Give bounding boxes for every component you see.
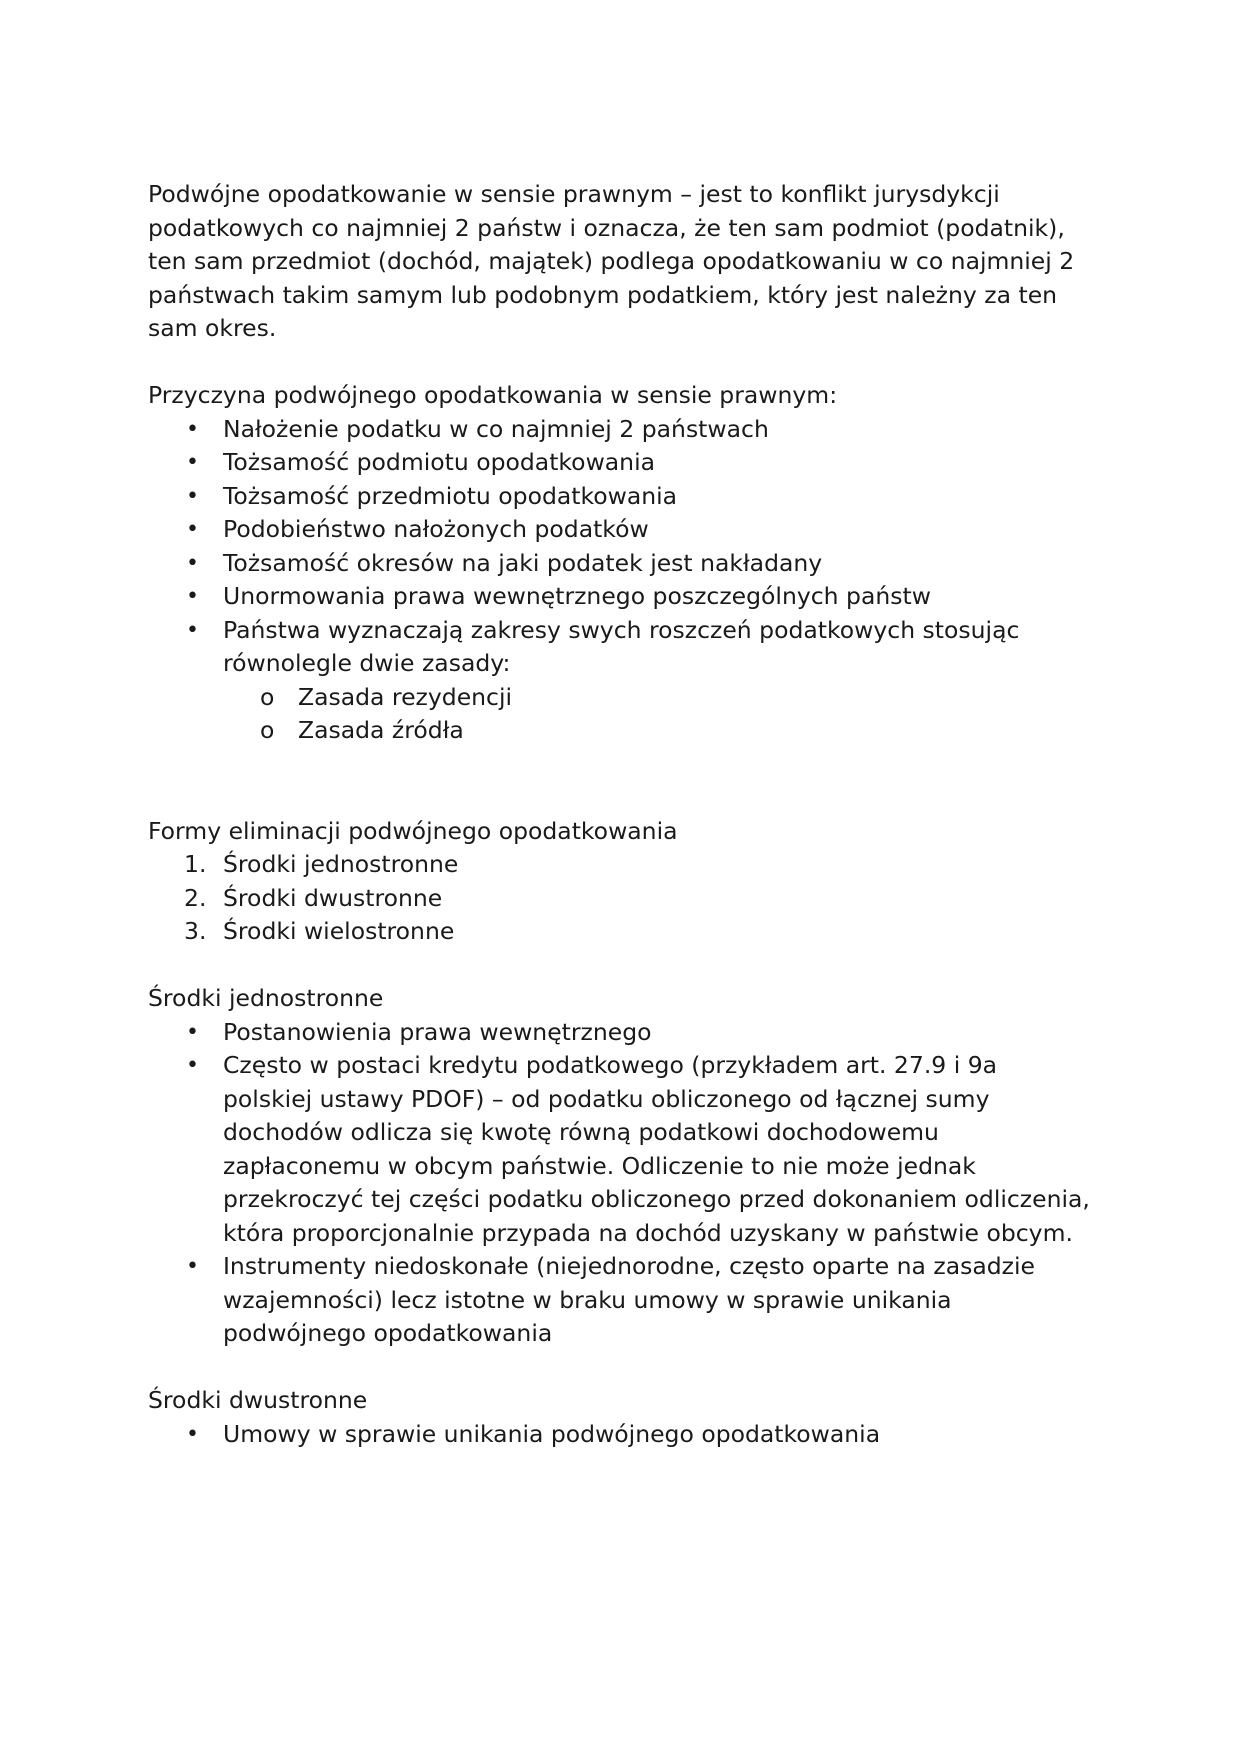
bullet-icon: •	[186, 584, 199, 609]
list-item: • Państwa wyznaczają zakresy swych roszczeń podatkowych stosując równolegle dwie zasady:	[186, 615, 1020, 677]
sublist-item: o Zasada rezydencji	[148, 681, 1093, 715]
bullet-icon: •	[186, 1019, 199, 1045]
bullet-icon: •	[186, 550, 199, 576]
list-item: 1. Środki jednostronne	[148, 848, 1093, 882]
unilateral-list	[148, 1016, 1093, 1351]
circle-bullet-icon: o	[260, 682, 275, 711]
list-number: 1.	[184, 850, 207, 878]
unilateral-heading: Środki jednostronne	[148, 984, 384, 1012]
list-item: 2. Środki dwustronne	[148, 882, 1093, 916]
spacer	[148, 1351, 1093, 1385]
bullet-icon: •	[186, 1421, 199, 1447]
list-item: • Często w postaci kredytu podatkowego (przykładem art. 27.9 i 9a polskiej ustawy PDOF) – od podatku obliczonego od łącznej sumy dochodów odlicza się kwotę równą podatkowi dochodowemu zapłaconemu w obcym państwie. Odliczenie to nie może jednak przekroczyć tej części podatku obliczonego przed dokonaniem odliczenia, która proporcjonalnie przypada na dochód uzyskany w państwie obcym.	[186, 1051, 1090, 1247]
causes-list	[148, 413, 1093, 681]
spacer	[148, 949, 1093, 983]
document-page	[148, 178, 1093, 1451]
bilateral-list	[148, 1418, 1093, 1452]
bullet-icon: •	[186, 1053, 199, 1078]
bullet-icon: •	[186, 416, 199, 442]
bullet-icon: •	[186, 617, 199, 643]
list-item: • Tożsamość przedmiotu opodatkowania	[148, 480, 1093, 514]
list-item: • Tożsamość podmiotu opodatkowania	[148, 446, 1093, 480]
bullet-icon: •	[186, 517, 199, 542]
forms-list	[148, 848, 1093, 949]
list-item: • Nałożenie podatku w co najmniej 2 państwach	[148, 413, 1093, 447]
forms-heading: Formy eliminacji podwójnego opodatkowania	[148, 816, 678, 845]
list-number: 3.	[184, 917, 207, 945]
principles-sublist	[148, 681, 1093, 748]
bullet-icon: •	[186, 450, 199, 475]
list-item: • Instrumenty niedoskonałe (niejednorodne, często oparte na zasadzie wzajemności) lecz istotne w braku umowy w sprawie unikania podwójnego opodatkowania	[186, 1252, 1036, 1347]
list-item: • Podobieństwo nałożonych podatków	[148, 513, 1093, 547]
bilateral-heading: Środki dwustronne	[148, 1386, 368, 1414]
sublist-item: o Zasada źródła	[148, 714, 1093, 748]
spacer	[148, 748, 1093, 815]
list-item: • Tożsamość okresów na jaki podatek jest nakładany	[148, 547, 1093, 581]
list-item: • Postanowienia prawa wewnętrznego	[148, 1016, 1093, 1050]
list-item: • Unormowania prawa wewnętrznego poszczególnych państw	[148, 580, 1093, 614]
intro-paragraph: Podwójne opodatkowanie w sensie prawnym – jest to konflikt jurysdykcji podatkowych co najmniej 2 państw i oznacza, że ten sam podmiot (podatnik), ten sam przedmiot (dochód, majątek) podlega opodatkowaniu w co najmniej 2 państwach takim samym lub podobnym podatkiem, który jest należny za ten sam okres.	[148, 180, 1075, 342]
circle-bullet-icon: o	[260, 716, 275, 744]
spacer	[148, 346, 1093, 380]
bullet-icon: •	[186, 483, 199, 509]
causes-heading: Przyczyna podwójnego opodatkowania w sensie prawnym:	[148, 381, 838, 409]
list-number: 2.	[184, 883, 207, 912]
list-item: • Umowy w sprawie unikania podwójnego opodatkowania	[148, 1418, 1093, 1452]
bullet-icon: •	[186, 1254, 199, 1279]
list-item: 3. Środki wielostronne	[148, 915, 1093, 949]
